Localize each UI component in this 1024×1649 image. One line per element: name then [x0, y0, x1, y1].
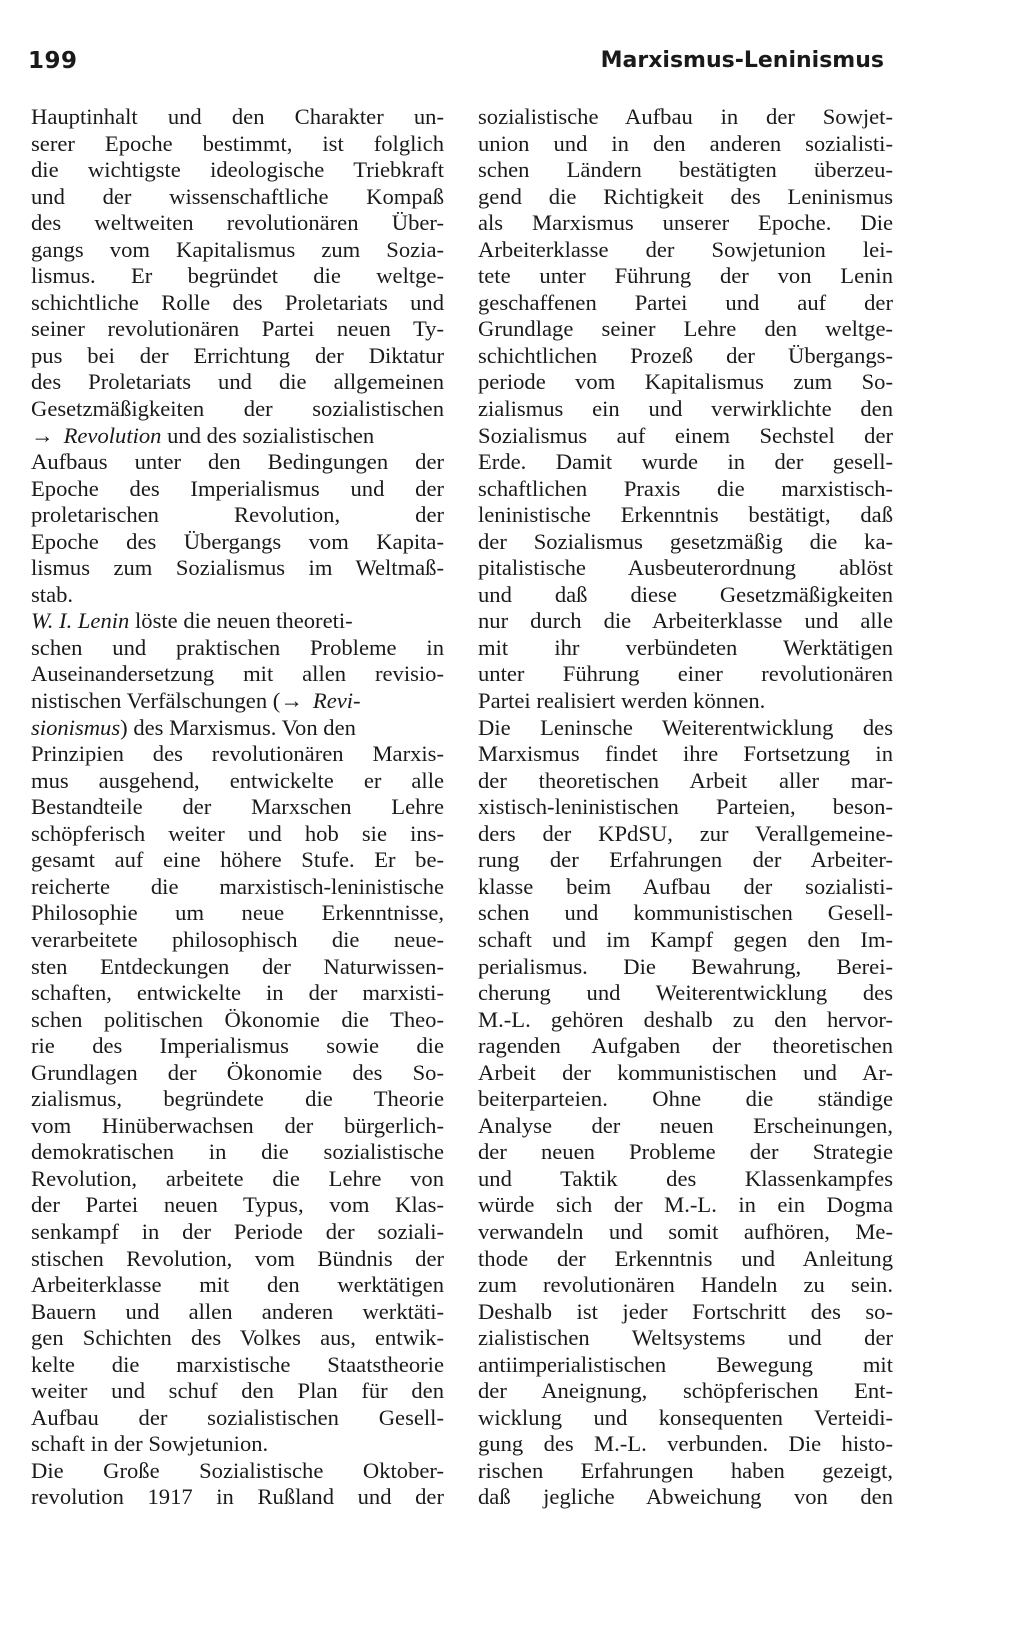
text-line: und Taktik des Klassenkampfes: [478, 1165, 893, 1191]
text-line: mit ihr verbündeten Werktätigen: [478, 634, 893, 660]
text-line: pitalistische Ausbeuterordnung ablöst: [478, 555, 893, 581]
text-line: schichtliche Rolle des Proletariats und: [31, 289, 444, 315]
text-line: der neuen Probleme der Strategie: [478, 1139, 893, 1165]
text-line: verwandeln und somit aufhören, Me-: [478, 1218, 893, 1244]
text-line: schen politischen Ökonomie die Theo-: [31, 1006, 444, 1032]
text-line: zialismus ein und verwirklichte den: [478, 396, 893, 422]
text-line: schaft in der Sowjetunion.: [31, 1431, 269, 1457]
text-line: cherung und Weiterentwicklung des: [478, 980, 893, 1006]
text-line: würde sich der M.-L. in ein Dogma: [478, 1192, 893, 1218]
text-line: zialistischen Weltsystems und der: [478, 1325, 893, 1351]
text-line: lismus zum Sozialismus im Weltmaß-: [31, 555, 444, 581]
crossref-revolution[interactable]: Revolution: [63, 422, 162, 448]
text-line: leninistische Erkenntnis bestätigt, daß: [478, 502, 893, 528]
text-line: des Proletariats und die allgemeinen: [31, 369, 444, 395]
text-line: Die Große Sozialistische Oktober-: [31, 1457, 444, 1483]
text-line: Gesetzmäßigkeiten der sozialistischen: [31, 396, 444, 422]
text-line: der Aneignung, schöpferischen Ent-: [478, 1378, 893, 1404]
text-fragment: und des sozialistischen: [161, 422, 375, 448]
text-line: Auseinandersetzung mit allen revisio-: [31, 661, 444, 687]
text-line: Epoche des Übergangs vom Kapita-: [31, 528, 444, 554]
text-line: rischen Erfahrungen haben gezeigt,: [478, 1457, 893, 1483]
text-line: ders der KPdSU, zur Verallgemeine-: [478, 820, 893, 846]
text-line: Grundlagen der Ökonomie des So-: [31, 1059, 444, 1085]
text-line: Marxismus findet ihre Fortsetzung in: [478, 741, 893, 767]
text-line: Revolution, arbeitete die Lehre von: [31, 1165, 444, 1191]
text-line: Hauptinhalt und den Charakter un-: [31, 104, 444, 129]
running-head: Marxismus-Leninismus: [600, 48, 884, 73]
text-line: wicklung und konsequenten Verteidi-: [478, 1404, 893, 1430]
text-fragment: löste die neuen theoreti-: [129, 608, 353, 634]
text-line: sozialistische Aufbau in der Sowjet-: [478, 104, 893, 129]
text-line: daß jegliche Abweichung von den: [478, 1484, 893, 1510]
text-line: [31, 715, 444, 742]
text-line: rung der Erfahrungen der Arbeiter-: [478, 847, 893, 873]
crossref-revisionismus[interactable]: Revi-: [312, 688, 361, 714]
text-line: verarbeitete philosophisch die neue-: [31, 926, 444, 952]
text-line: stischen Revolution, vom Bündnis der: [31, 1245, 444, 1271]
text-line: schöpferisch weiter und hob sie ins-: [31, 820, 444, 846]
text-line: Arbeiterklasse mit den werktätigen: [31, 1272, 444, 1298]
page-header: [28, 48, 884, 88]
text-line: proletarischen Revolution, der: [31, 502, 444, 528]
text-line: senkampf in der Periode der soziali-: [31, 1218, 444, 1244]
text-line: schichtlichen Prozeß der Übergangs-: [478, 342, 893, 368]
person-name-lenin: W. I. Lenin: [31, 608, 130, 634]
text-line: und daß diese Gesetzmäßigkeiten: [478, 581, 893, 607]
text-line: die wichtigste ideologische Triebkraft: [31, 157, 444, 183]
text-line: perialismus. Die Bewahrung, Berei-: [478, 953, 893, 979]
text-line: reicherte die marxistisch-leninistische: [31, 873, 444, 899]
text-line: der theoretischen Arbeit aller mar-: [478, 767, 893, 793]
text-line: pus bei der Errichtung der Diktatur: [31, 342, 444, 368]
text-line: Aufbaus unter den Bedingungen der: [31, 449, 444, 475]
text-line: schen und praktischen Probleme in: [31, 634, 444, 660]
text-line: kelte die marxistische Staatstheorie: [31, 1351, 444, 1377]
text-line: Arbeiterklasse der Sowjetunion lei-: [478, 236, 893, 262]
text-line-crossref: [31, 688, 444, 715]
text-line: unter Führung einer revolutionären: [478, 661, 893, 687]
text-line: antiimperialistischen Bewegung mit: [478, 1351, 893, 1377]
text-line: Grundlage seiner Lehre den weltge-: [478, 316, 893, 342]
text-line: M.-L. gehören deshalb zu den hervor-: [478, 1006, 893, 1032]
text-line: xistisch-leninistischen Parteien, beson-: [478, 794, 893, 820]
text-line: Bauern und allen anderen werktäti-: [31, 1298, 444, 1324]
text-line: schen und kommunistischen Gesell-: [478, 900, 893, 926]
text-line: beiterparteien. Ohne die ständige: [478, 1086, 893, 1112]
page-number: 199: [28, 48, 78, 74]
text-line: Arbeit der kommunistischen und Ar-: [478, 1059, 893, 1085]
text-line: sten Entdeckungen der Naturwissen-: [31, 953, 444, 979]
text-fragment: nistischen Verfälschungen (: [31, 688, 281, 714]
text-line: gend die Richtigkeit des Leninismus: [478, 183, 893, 209]
text-line: periode vom Kapitalismus zum So-: [478, 369, 893, 395]
text-line: mus ausgehend, entwickelte er alle: [31, 767, 444, 793]
text-line: thode der Erkenntnis und Anleitung: [478, 1245, 893, 1271]
text-line: gen Schichten des Volkes aus, entwik-: [31, 1325, 444, 1351]
text-line: zialismus, begründete die Theorie: [31, 1086, 444, 1112]
crossref-arrow-icon: →: [280, 688, 303, 714]
text-line: serer Epoche bestimmt, ist folglich: [31, 130, 444, 156]
text-line: tete unter Führung der von Lenin: [478, 263, 893, 289]
text-line: union und in den anderen sozialisti-: [478, 130, 893, 156]
text-line: schaften, entwickelte in der marxisti-: [31, 980, 444, 1006]
text-line: vom Hinüberwachsen der bürgerlich-: [31, 1112, 444, 1138]
text-line: seiner revolutionären Partei neuen Ty-: [31, 316, 444, 342]
text-line: Epoche des Imperialismus und der: [31, 475, 444, 501]
text-line: lismus. Er begründet die weltge-: [31, 263, 444, 289]
text-line: zum revolutionären Handeln zu sein.: [478, 1272, 893, 1298]
text-line: gangs vom Kapitalismus zum Sozia-: [31, 236, 444, 262]
text-line: geschaffenen Partei und auf der: [478, 289, 893, 315]
text-line: Analyse der neuen Erscheinungen,: [478, 1112, 893, 1138]
text-line: gung des M.-L. verbunden. Die histo-: [478, 1431, 893, 1457]
text-line: Erde. Damit wurde in der gesell-: [478, 449, 893, 475]
crossref-arrow-icon: →: [31, 422, 54, 448]
text-line: der Partei neuen Typus, vom Klas-: [31, 1192, 444, 1218]
text-line: revolution 1917 in Rußland und der: [31, 1484, 444, 1510]
text-line: nur durch die Arbeiterklasse und alle: [478, 608, 893, 634]
text-line: klasse beim Aufbau der sozialisti-: [478, 873, 893, 899]
text-line: und der wissenschaftliche Kompaß: [31, 183, 444, 209]
text-line-lenin: [31, 608, 444, 635]
text-line: demokratischen in die sozialistische: [31, 1139, 444, 1165]
text-line: ragenden Aufgaben der theoretischen: [478, 1033, 893, 1059]
text-line: stab.: [31, 581, 74, 607]
text-line-crossref: [31, 423, 444, 450]
text-line: als Marxismus unserer Epoche. Die: [478, 210, 893, 236]
left-column: [31, 104, 444, 1511]
text-line: des weltweiten revolutionären Über-: [31, 210, 444, 236]
text-line: weiter und schuf den Plan für den: [31, 1378, 444, 1404]
text-line: schen Ländern bestätigten überzeu-: [478, 157, 893, 183]
text-line: Partei realisiert werden können.: [478, 688, 766, 714]
text-line: rie des Imperialismus sowie die: [31, 1033, 444, 1059]
text-line: der Sozialismus gesetzmäßig die ka-: [478, 528, 893, 554]
text-fragment: ) des Marxismus. Von den: [120, 714, 356, 740]
text-line: Die Leninsche Weiterentwicklung des: [478, 714, 893, 740]
right-column: [478, 104, 893, 1511]
text-line: Bestandteile der Marxschen Lehre: [31, 794, 444, 820]
text-line: Deshalb ist jeder Fortschritt des so-: [478, 1298, 893, 1324]
text-line: Philosophie um neue Erkenntnisse,: [31, 900, 444, 926]
text-line: schaft und im Kampf gegen den Im-: [478, 926, 893, 952]
text-line: gesamt auf eine höhere Stufe. Er be-: [31, 847, 444, 873]
text-line: schaftlichen Praxis die marxistisch-: [478, 475, 893, 501]
crossref-revisionismus-cont[interactable]: sionismus: [31, 714, 121, 740]
text-line: Prinzipien des revolutionären Marxis-: [31, 741, 444, 767]
text-line: Aufbau der sozialistischen Gesell-: [31, 1404, 444, 1430]
text-line: Sozialismus auf einem Sechstel der: [478, 422, 893, 448]
